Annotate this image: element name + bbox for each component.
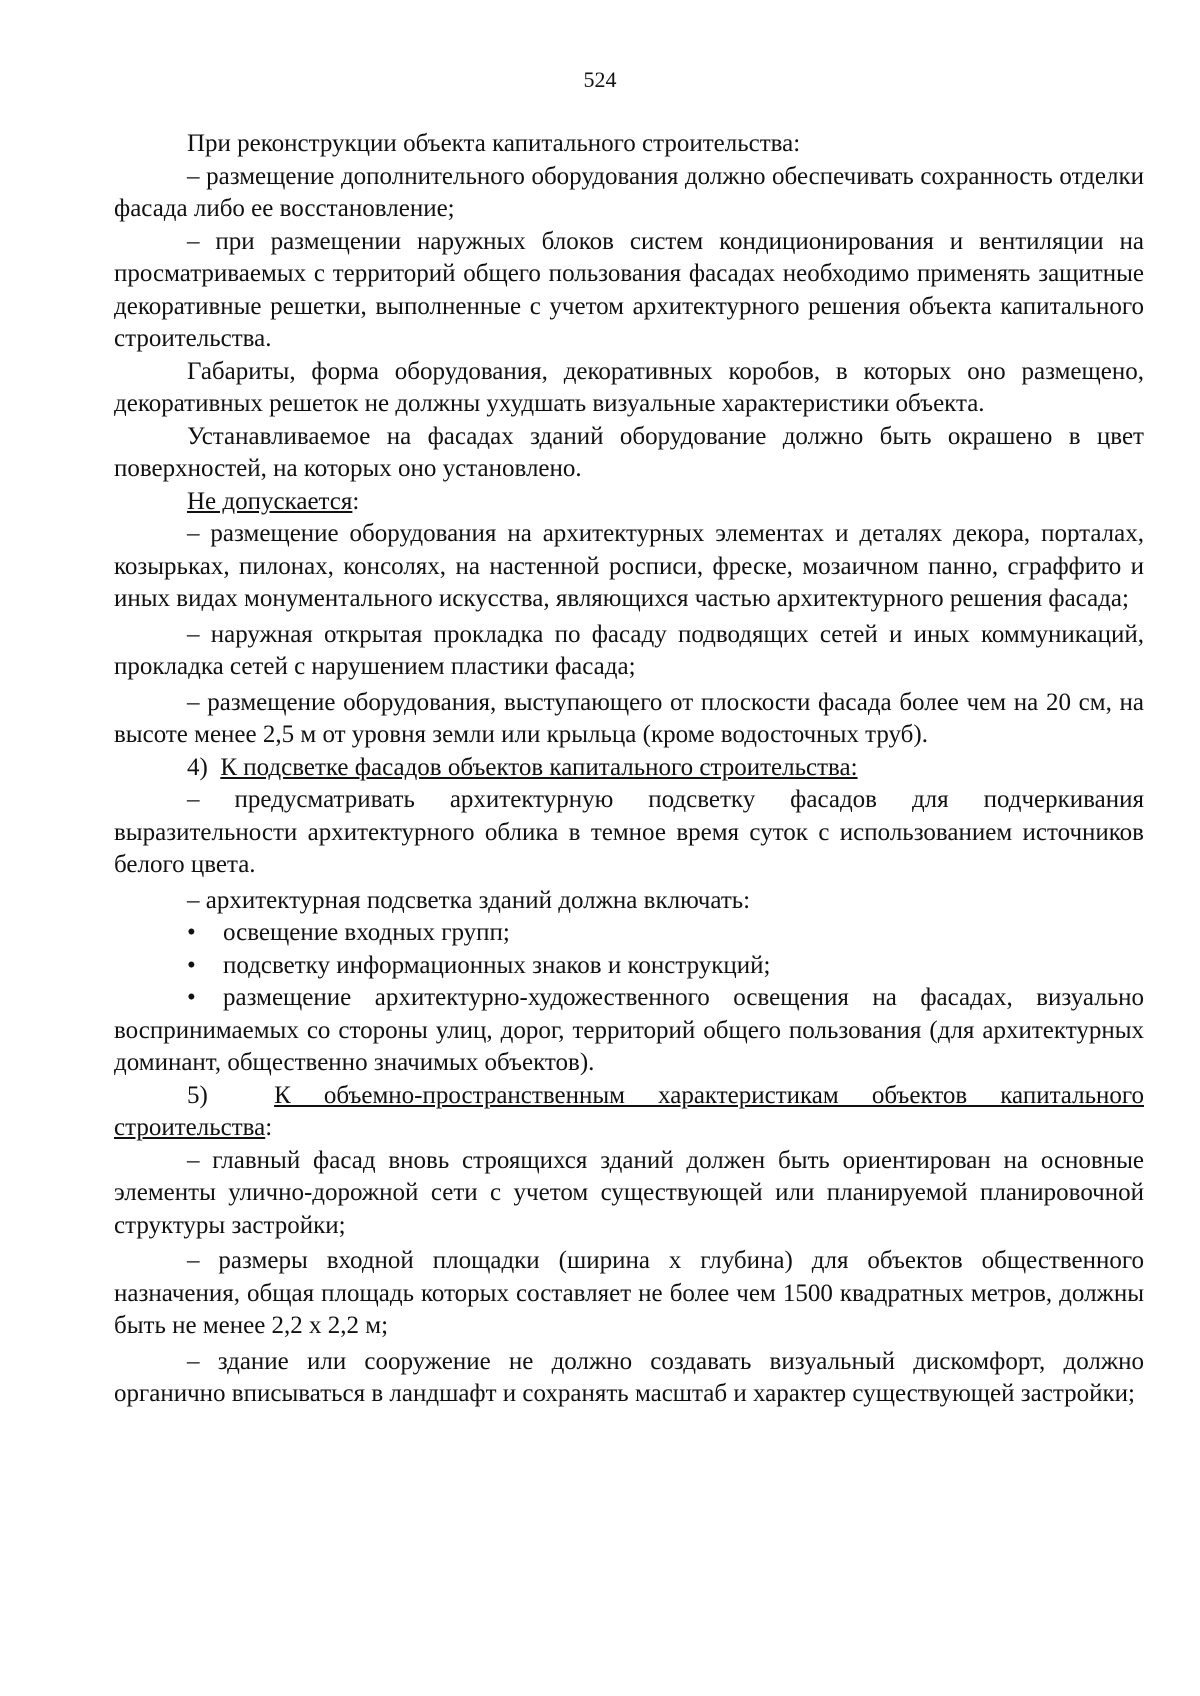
subheading-colon: : [352, 487, 360, 515]
subheading-not-allowed [114, 486, 1144, 519]
bullet-text: размещение архитектурно-художественного освещения на фасадах, визуально воспринимаемых со стороны улиц, дорог, территорий общего пользования (для архитектурных доминант, общественно значимых объектов). [114, 984, 1144, 1076]
section-number: 5) [187, 1081, 208, 1109]
subheading-text: Не допускается [187, 487, 353, 515]
paragraph: – размещение оборудования, выступающего от плоскости фасада более чем на 20 см, на высоте менее 2,5 м от уровня земли или крыльца (кроме водосточных труб). [114, 688, 1144, 748]
document-body [114, 128, 1144, 1411]
paragraph: – размещение оборудования на архитектурных элементах и деталях декора, порталах, козырьках, пилонах, консолях, на настенной росписи, фреске, мозаичном панно, сграффито и иных видах монументального искусства, являющихся частью архитектурного решения фасада; [114, 520, 1144, 612]
section-title: К объемно-пространственным характеристикам объектов капитального строительства [114, 1081, 1145, 1141]
paragraph: – наружная открытая прокладка по фасаду подводящих сетей и иных коммуникаций, прокладка сетей с нарушением пластики фасада; [114, 620, 1144, 680]
paragraph: – размеры входной площадки (ширина х глубина) для объектов общественного назначения, общая площадь которых составляет не более чем 1500 квадратных метров, должны быть не менее 2,2 х 2,2 м; [114, 1247, 1144, 1339]
paragraph: – при размещении наружных блоков систем кондиционирования и вентиляции на просматриваемых с территорий общего пользования фасадах необходимо применять защитные декоративные решетки, выполненные с учетом архитектурного решения объекта капитального строительства. [114, 227, 1144, 352]
paragraph: – здание или сооружение не должно создавать визуальный дискомфорт, должно органично вписываться в ландшафт и сохранять масштаб и характер существующей застройки; [114, 1347, 1144, 1407]
page-number: 524 [583, 67, 617, 92]
paragraph: При реконструкции объекта капитального строительства: [187, 130, 801, 157]
bullet-text: подсветку информационных знаков и конструкций; [223, 951, 771, 979]
paragraph: – главный фасад вновь строящихся зданий должен быть ориентирован на основные элементы улично-дорожной сети с учетом существующей или планируемой планировочной структуры застройки; [114, 1146, 1144, 1239]
bullet-item [114, 917, 1144, 950]
bullet-item [114, 950, 1144, 983]
paragraph: Габариты, форма оборудования, декоративных коробов, в которых оно размещено, декоративных решеток не должны ухудшать визуальные характеристики объекта. [114, 357, 1144, 417]
bullet-item [114, 982, 1144, 1080]
bullet-icon: • [187, 919, 196, 946]
section-number: 4) [187, 753, 208, 781]
paragraph: – архитектурная подсветка зданий должна включать: [187, 886, 751, 914]
bullet-icon: • [187, 984, 196, 1011]
paragraph: – размещение дополнительного оборудования должно обеспечивать сохранность отделки фасада либо ее восстановление; [114, 162, 1144, 222]
section-colon: : [265, 1114, 273, 1141]
paragraph: – предусматривать архитектурную подсветку фасадов для подчеркивания выразительности архитектурного облика в темное время суток с использованием источников белого цвета. [114, 786, 1144, 878]
bullet-text: освещение входных групп; [223, 919, 510, 946]
section-heading-4 [114, 752, 1144, 785]
section-heading-5 [114, 1080, 1144, 1145]
section-title: К подсветке фасадов объектов капитального строительства: [220, 753, 858, 781]
paragraph: Устанавливаемое на фасадах зданий оборудование должно быть окрашено в цвет поверхностей, на которых оно установлено. [114, 422, 1144, 482]
bullet-icon: • [187, 951, 196, 979]
